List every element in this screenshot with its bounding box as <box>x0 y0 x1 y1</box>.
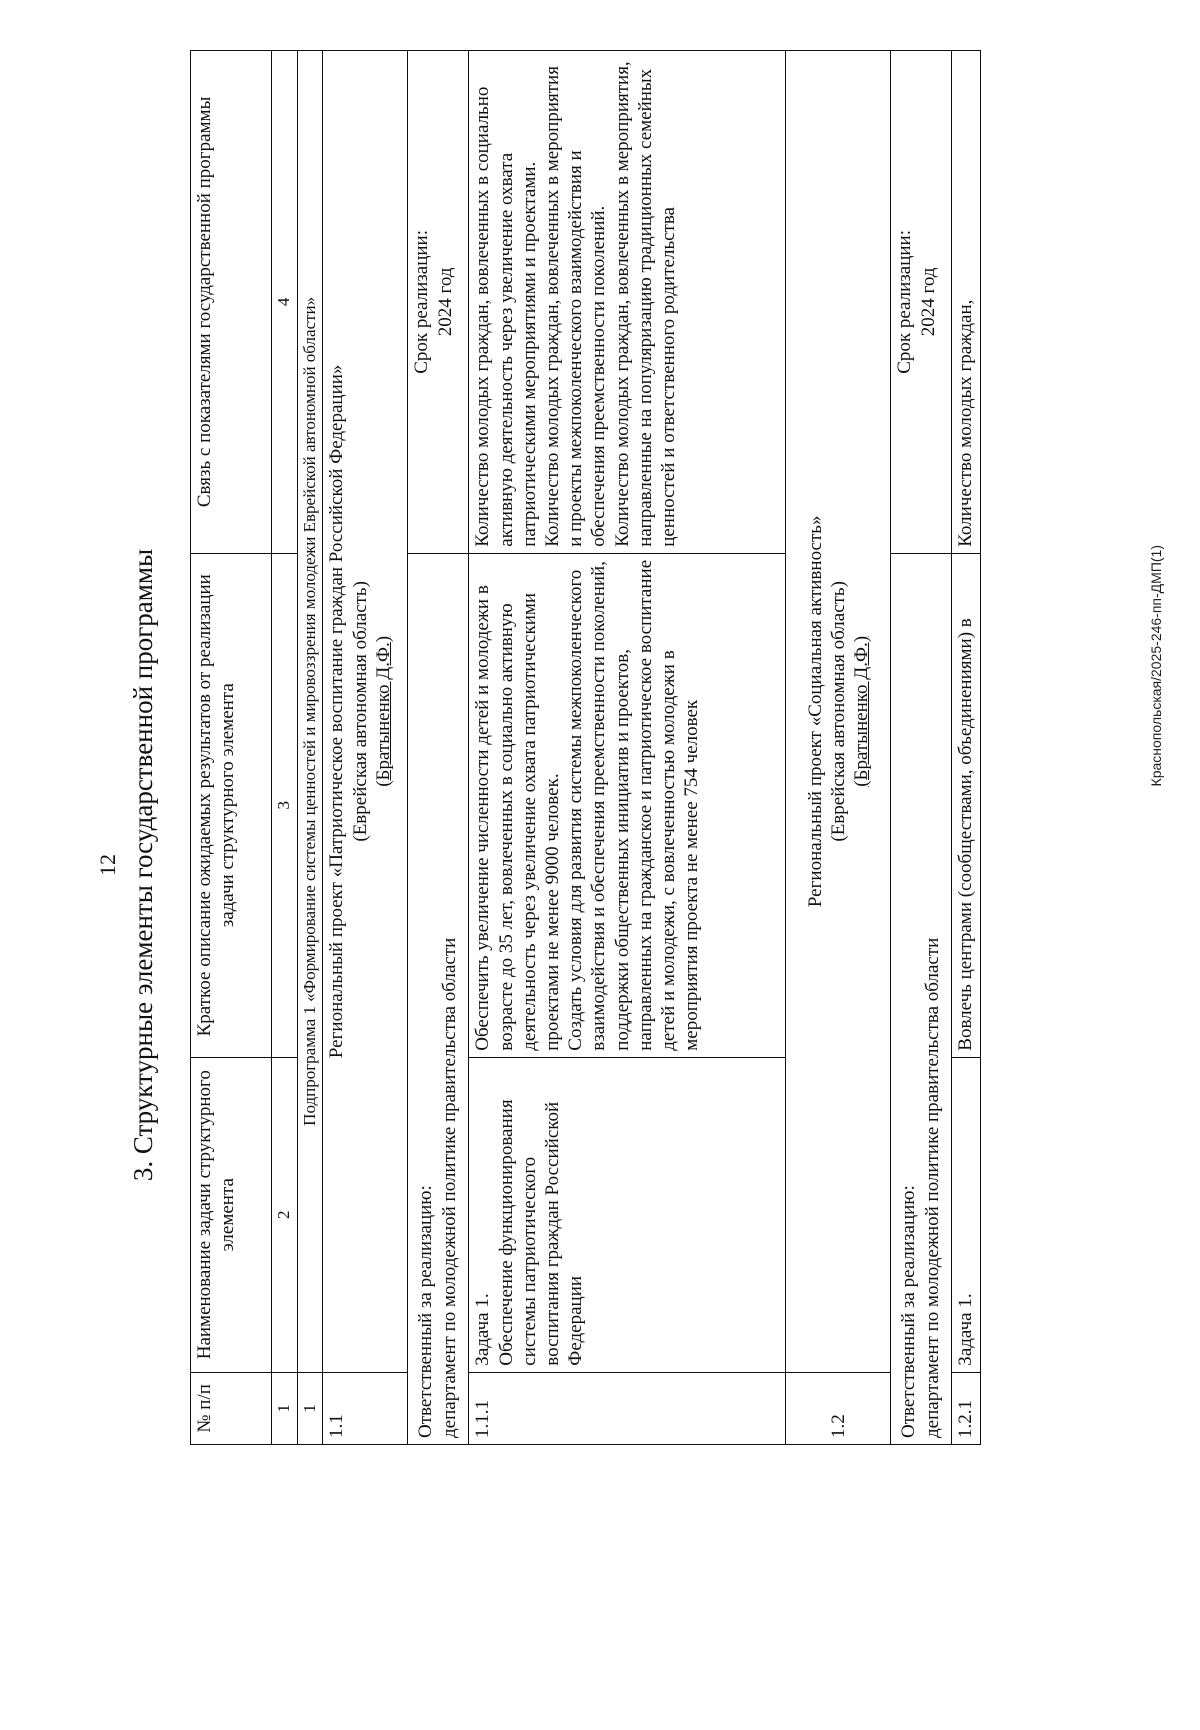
structural-elements-table <box>190 50 981 1445</box>
task-indicators: Количество молодых граждан, вовлеченных в социально активную деятельность через увеличение охвата патриотическими мероприятиями и проектами. Количество молодых граждан, вовлеченных в мероприятия и проекты межпоколенческого взаимодействия и обеспечения преемственности поколений. Количество молодых граждан, вовлеченных в мероприятия, направленные на популяризацию традиционных семейных ценностей и ответственного родительства <box>469 51 786 554</box>
task-indicators: Количество молодых граждан, <box>952 51 980 554</box>
responsible-cell <box>891 553 952 1444</box>
task-name: Задача 1. Обеспечение функционирования системы патриотического воспитания граждан Российской Федерации <box>469 1057 786 1372</box>
task-row <box>469 51 786 1445</box>
page-number: 12 <box>95 854 120 876</box>
project-region: (Еврейская автономная область) <box>827 581 849 842</box>
project-region: (Еврейская автономная область) <box>349 581 371 842</box>
header-results: Краткое описание ожидаемых результатов от реализации задачи структурного элемента <box>191 553 272 1057</box>
table-header-row <box>191 51 272 1445</box>
term-label: Срок реализации: <box>411 230 433 374</box>
project-name: Региональный проект «Социальная активность» <box>804 515 826 908</box>
header-task-name: Наименование задачи структурного элемента <box>191 1057 272 1372</box>
column-number: 3 <box>272 553 298 1057</box>
subprogram-number: 1 <box>297 1372 323 1444</box>
responsible-row <box>891 51 952 1445</box>
header-number: № п/п <box>191 1372 272 1444</box>
subprogram-row <box>297 51 323 1445</box>
project-row <box>786 51 891 1445</box>
project-curator: (Братыненко Д.Ф.) <box>851 635 873 787</box>
project-title <box>786 51 891 1373</box>
column-number-row <box>272 51 298 1445</box>
task-name: Задача 1. <box>952 1057 980 1372</box>
task-results: Вовлечь центрами (сообществами, объединениями) в <box>952 553 980 1057</box>
project-name: Региональный проект «Патриотическое воспитание граждан Российской Федерации» <box>326 364 348 1059</box>
project-curator: (Братыненко Д.Ф.) <box>372 635 394 787</box>
task-number: 1.2.1 <box>952 1372 980 1444</box>
responsible-value: департамент по молодежной политике правительства области <box>438 937 460 1438</box>
project-number: 1.1 <box>323 1372 408 1444</box>
responsible-label: Ответственный за реализацию: <box>898 1185 920 1438</box>
term-cell <box>891 51 952 554</box>
term-cell <box>408 51 469 554</box>
responsible-cell <box>408 553 469 1444</box>
header-indicators: Связь с показателями государственной программы <box>191 51 272 554</box>
task-number: 1.1.1 <box>469 1372 786 1444</box>
term-value: 2024 год <box>917 267 939 337</box>
column-number: 4 <box>272 51 298 554</box>
task-row <box>952 51 980 1445</box>
responsible-value: департамент по молодежной политике правительства области <box>921 937 943 1438</box>
project-row <box>323 51 408 1445</box>
task-results: Обеспечить увеличение численности детей и молодежи в возрасте до 35 лет, вовлеченных в социально активную деятельность через увеличение охвата патриотическими проектами не менее 9000 человек. Создать условия для развития системы межпоколенческого взаимодействия и обеспечения преемственности поколений, поддержки общественных инициатив и проектов, направленных на гражданское и патриотическое воспитание детей и молодежи, с вовлеченностью молодежи в мероприятия проекта не менее 754 человек <box>469 553 786 1057</box>
responsible-row <box>408 51 469 1445</box>
section-title: 3. Структурные элементы государственной программы <box>128 548 158 1182</box>
column-number: 2 <box>272 1057 298 1372</box>
column-number: 1 <box>272 1372 298 1444</box>
document-id: Краснопольская/2025-246-пп-ДМП(1) <box>1148 545 1164 787</box>
responsible-label: Ответственный за реализацию: <box>415 1185 437 1438</box>
project-title <box>323 51 408 1373</box>
project-number: 1.2 <box>786 1372 891 1444</box>
term-label: Срок реализации: <box>894 230 916 374</box>
subprogram-title: Подпрограмма 1 «Формирование системы ценностей и мировоззрения молодежи Еврейской автономной области» <box>297 51 323 1373</box>
term-value: 2024 год <box>434 267 456 337</box>
